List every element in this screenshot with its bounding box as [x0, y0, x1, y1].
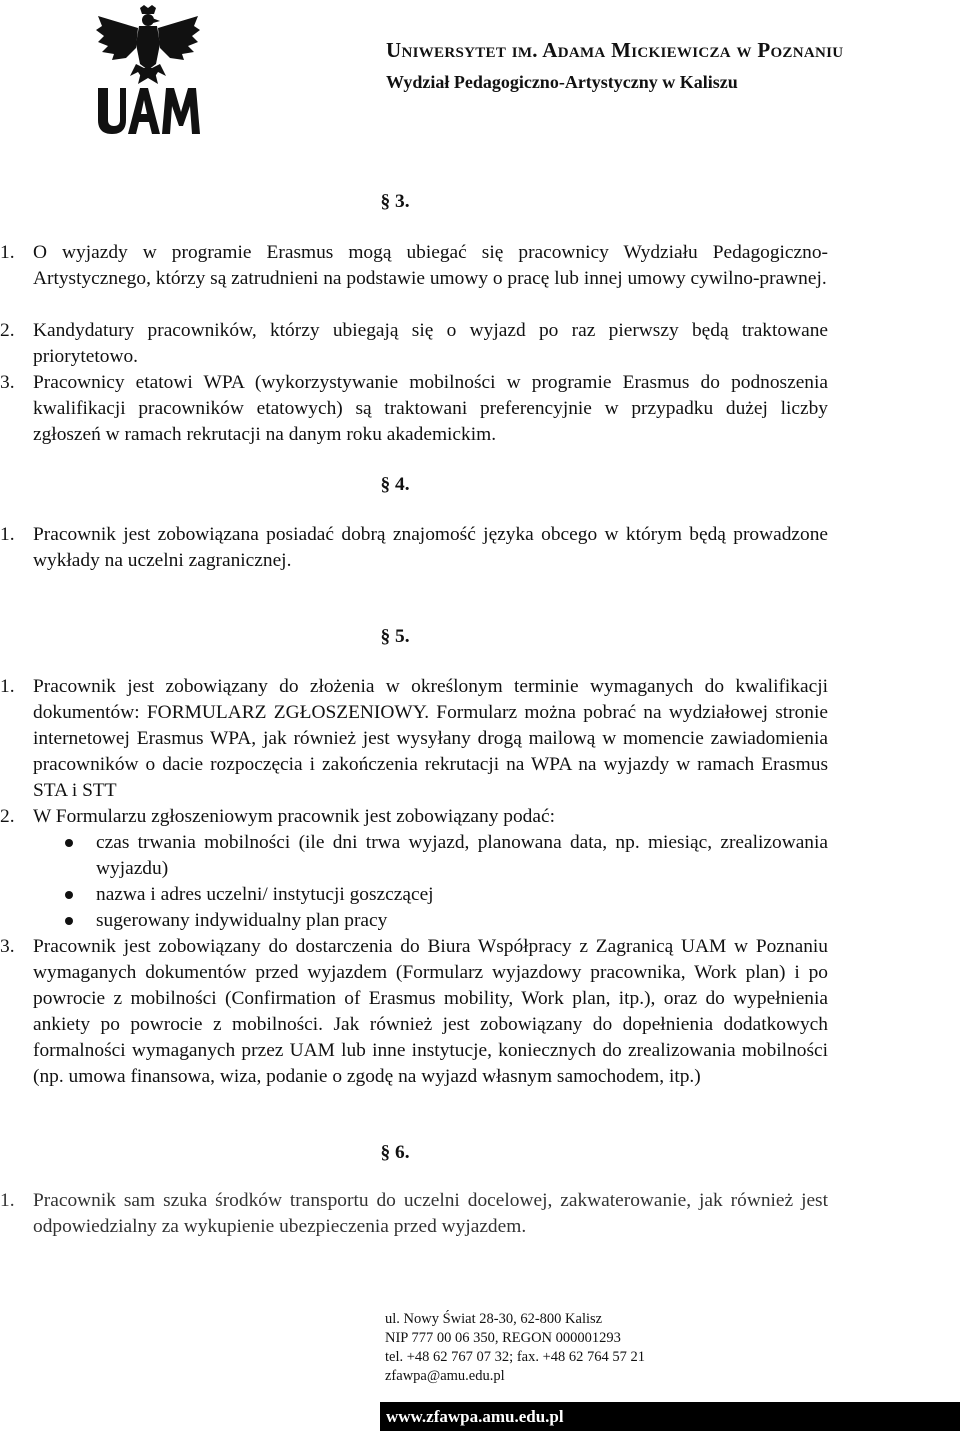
uam-eagle-logo — [92, 4, 204, 136]
faculty-name: Wydział Pedagogiczno-Artystyczny w Kaliszu — [386, 72, 738, 92]
paragraph-text: Kandydatury pracowników, którzy ubiegają się o wyjazd po raz pierwszy będą traktowane priorytetowo. — [33, 320, 828, 367]
paragraph-text: Pracownik jest zobowiązany do złożenia w określonym terminie wymaganych do kwalifikacji dokumentów: FORMULARZ ZGŁOSZENIOWY. Formularz można pobrać na wydziałowej stronie internetowej Erasmus WPA, jak również jest wysyłany drogą mailową w momencie zawiadomienia pracowników o dacie rozpoczęcia i zakończenia rekrutacji na WPA na wyjazdy w ramach Erasmus STA i STT — [33, 676, 828, 801]
paragraph-number: 2. — [0, 320, 15, 341]
paragraph — [0, 240, 828, 292]
section-heading: § 5. — [380, 626, 410, 647]
paragraph-number: 1. — [0, 676, 15, 697]
bullet-list — [33, 830, 828, 934]
paragraph-text: W Formularzu zgłoszeniowym pracownik jest zobowiązany podać: — [33, 806, 555, 827]
paragraph-text: Pracownik sam szuka środków transportu do uczelni docelowej, zakwaterowanie, jak również jest odpowiedzialny za wykupienie ubezpieczenia przed wyjazdem. — [33, 1190, 828, 1237]
paragraph-text: Pracownicy etatowi WPA (wykorzystywanie mobilności w programie Erasmus do podnoszenia kwalifikacji pracowników etatowych) są traktowani preferencyjnie w przypadku dużej liczby zgłoszeń w ramach rekrutacji na danym roku akademickim. — [33, 372, 828, 445]
footer-email[interactable]: zfawpa@amu.edu.pl — [385, 1368, 505, 1384]
paragraph — [0, 804, 828, 830]
paragraph-number: 1. — [0, 1190, 15, 1211]
paragraph — [0, 934, 828, 1090]
paragraph-number: 1. — [0, 242, 15, 263]
footer-contact — [385, 1310, 645, 1386]
university-name: Uniwersytet im. Adama Mickiewicza w Poznaniu — [386, 38, 844, 62]
paragraph-text: Pracownik jest zobowiązany do dostarczenia do Biura Współpracy z Zagranicą UAM w Poznaniu wymaganych dokumentów przed wyjazdem (Formularz wyjazdowy pracownika, Work plan) i po powrocie z mobilności (Confirmation of Erasmus mobility, Work plan, itp.), oraz do wypełnienia ankiety po powrocie z mobilności. Jak również jest zobowiązany do dopełnienia dodatkowych formalności wymaganych przez UAM lub inne instytucje, koniecznych do zrealizowania mobilności (np. umowa finansowa, wiza, podanie o zgodę na wyjazd własnym samochodem, itp.) — [33, 936, 828, 1087]
paragraph — [0, 674, 828, 804]
footer-ids: NIP 777 00 06 350, REGON 000001293 — [385, 1330, 621, 1346]
paragraph-text: O wyjazdy w programie Erasmus mogą ubiegać się pracownicy Wydziału Pedagogiczno-Artystycznego, którzy są zatrudnieni na podstawie umowy o pracę lub innej umowy cywilno-prawnej. — [33, 242, 828, 289]
section-heading: § 3. — [380, 191, 410, 212]
list-item: nazwa i adres uczelni/ instytucji goszczącej — [33, 882, 828, 908]
bullet-icon — [65, 917, 73, 925]
paragraph-number: 3. — [0, 936, 15, 957]
paragraph-number: 3. — [0, 372, 15, 393]
paragraph-number: 2. — [0, 806, 15, 827]
footer-phone: tel. +48 62 767 07 32; fax. +48 62 764 57 21 — [385, 1349, 646, 1365]
footer-address: ul. Nowy Świat 28-30, 62-800 Kalisz — [385, 1311, 603, 1327]
section-heading: § 4. — [380, 474, 410, 495]
paragraph — [0, 370, 828, 448]
footer-website[interactable]: www.zfawpa.amu.edu.pl — [380, 1402, 960, 1431]
paragraph-text: Pracownik jest zobowiązana posiadać dobrą znajomość języka obcego w którym będą prowadzone wykłady na uczelni zagranicznej. — [33, 524, 828, 571]
bullet-icon — [65, 891, 73, 899]
paragraph — [0, 522, 828, 574]
list-item: sugerowany indywidualny plan pracy — [33, 908, 828, 934]
paragraph — [0, 318, 828, 370]
list-item: czas trwania mobilności (ile dni trwa wyjazd, planowana data, np. miesiąc, zrealizowania wyjazdu) — [33, 830, 828, 882]
paragraph — [0, 1188, 828, 1240]
section-heading: § 6. — [380, 1142, 410, 1163]
bullet-icon — [65, 839, 73, 847]
paragraph-number: 1. — [0, 524, 15, 545]
